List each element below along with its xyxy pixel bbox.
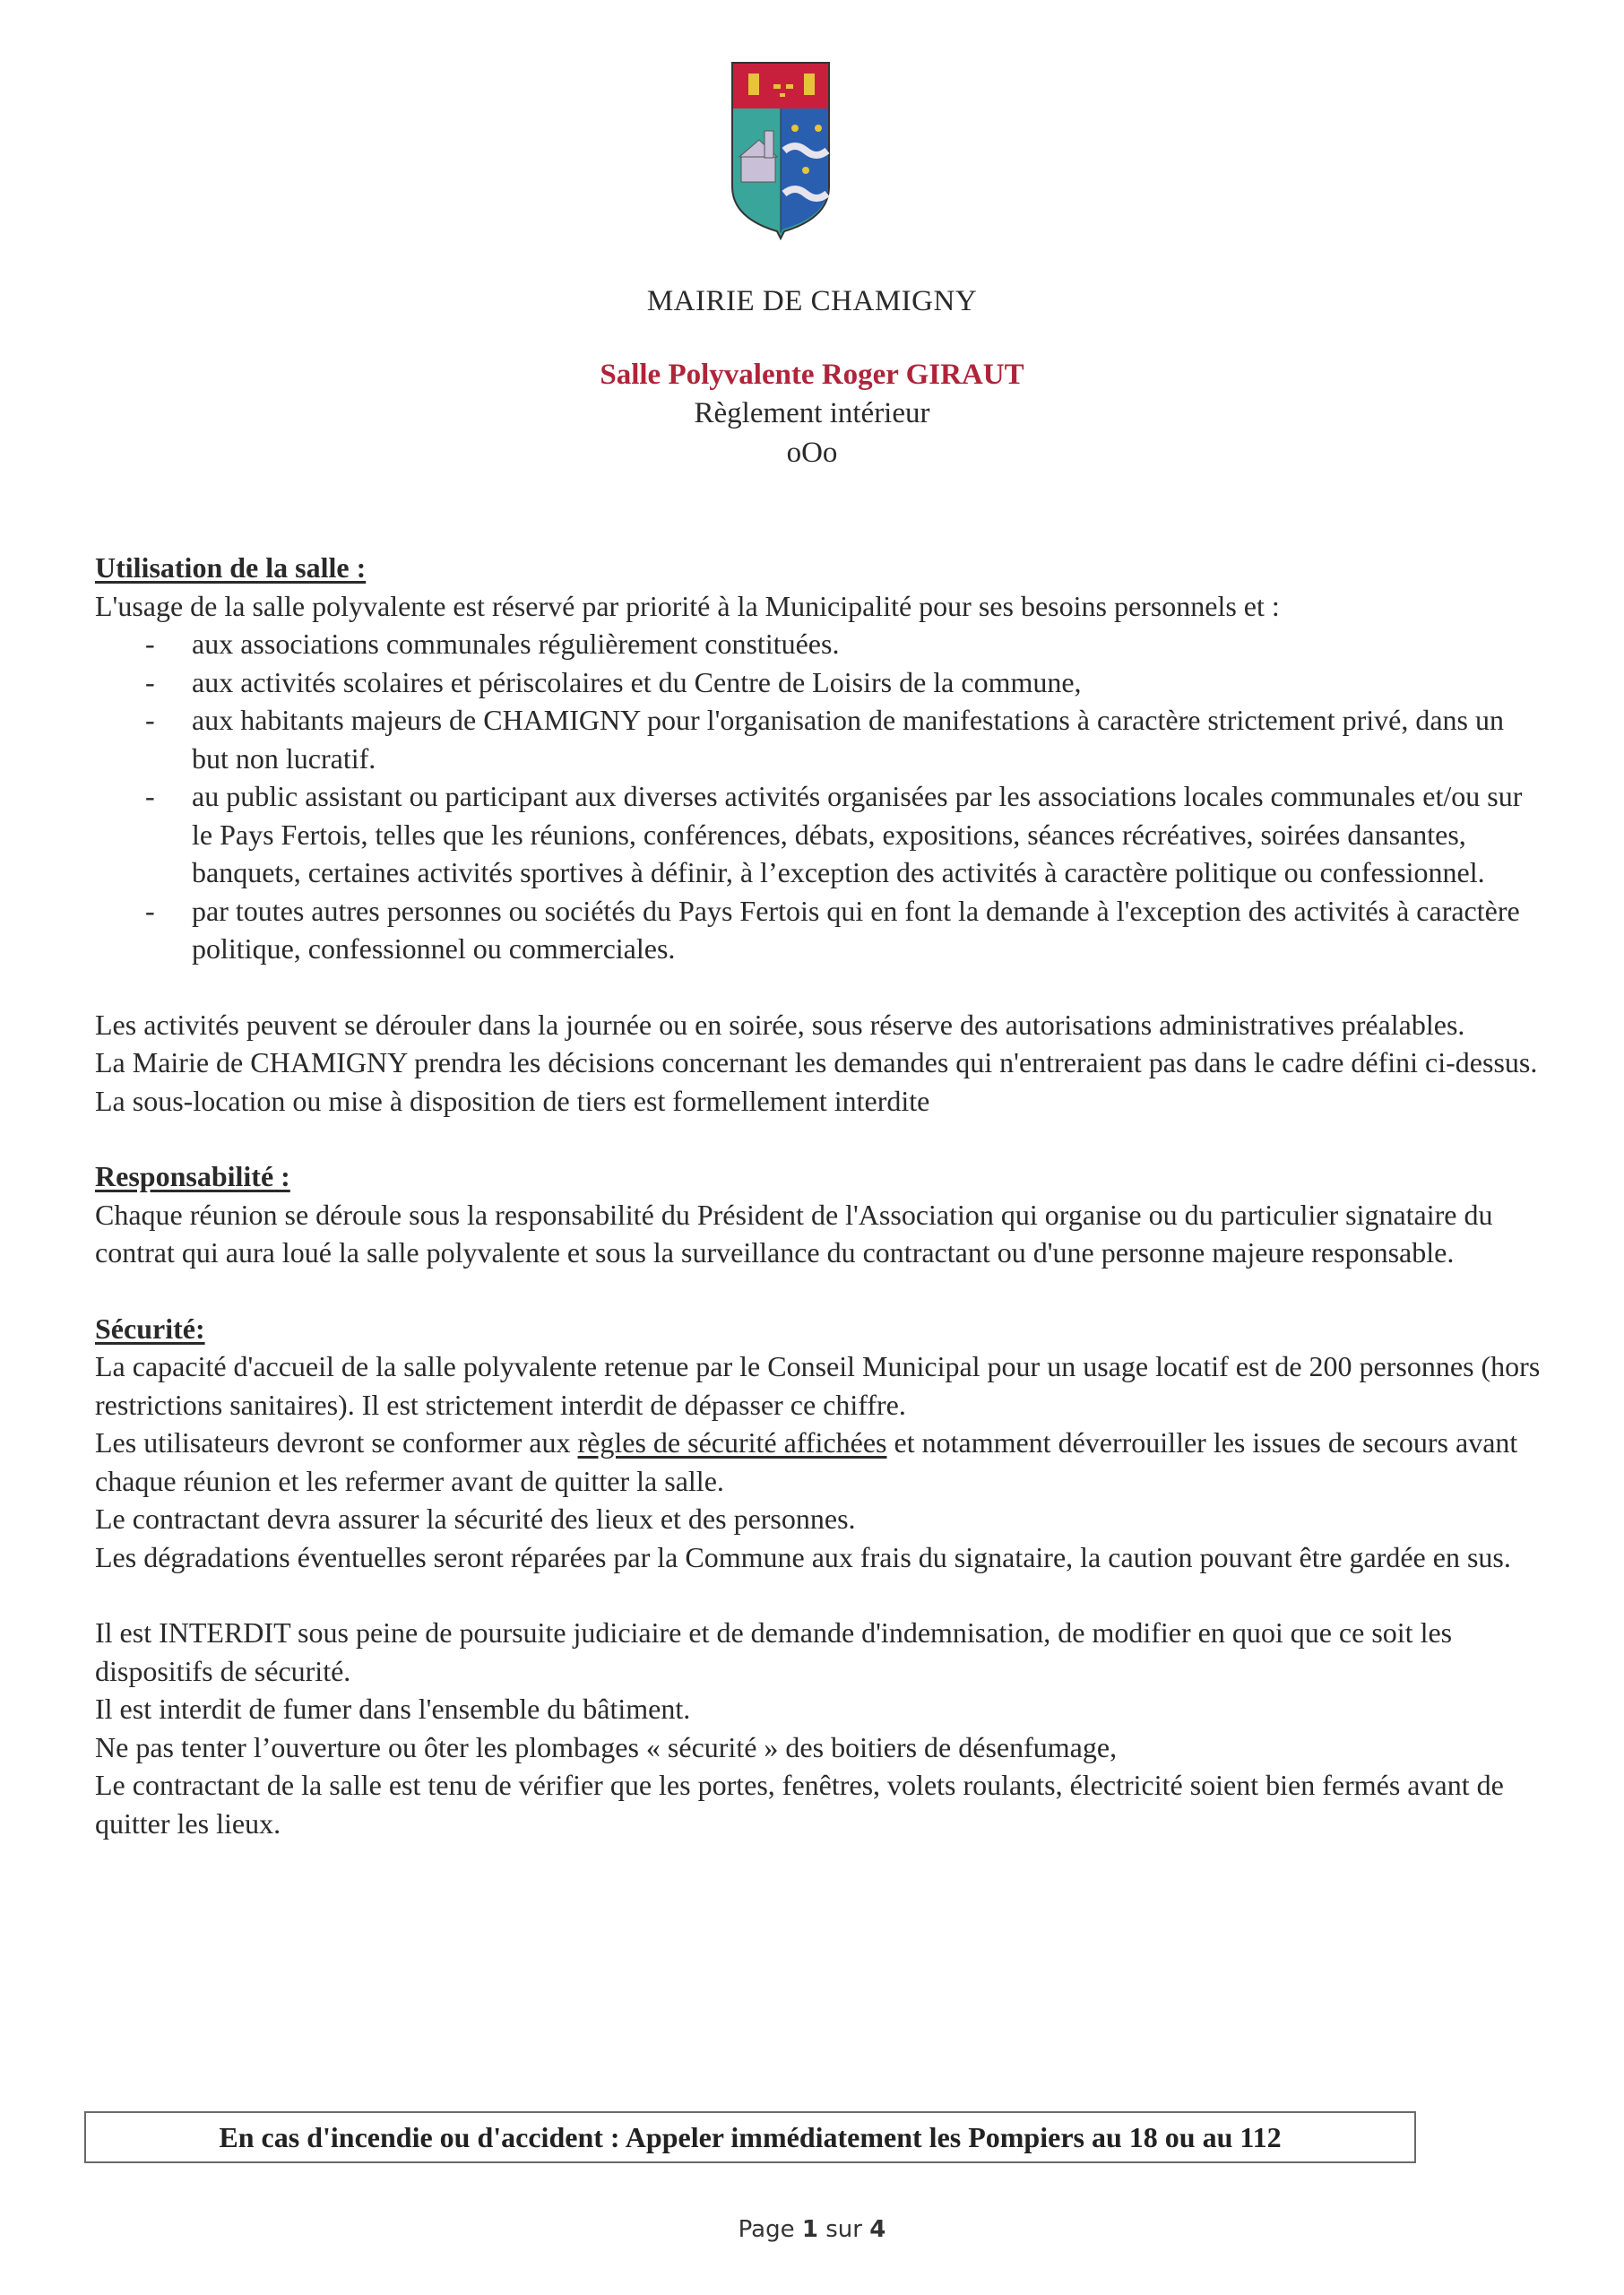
utilisation-intro: L'usage de la salle polyvalente est réservé par priorité à la Municipalité pour ses besoins personnels et : bbox=[95, 589, 1280, 622]
organization-name: MAIRIE DE CHAMIGNY bbox=[646, 285, 978, 317]
list-item: - aux habitants majeurs de CHAMIGNY pour l'organisation de manifestations à caractère strictement privé, dans un but non lucratif. bbox=[95, 701, 1547, 777]
current-page: 1 bbox=[801, 2216, 818, 2243]
section-heading-utilisation: Utilisation de la salle : bbox=[95, 551, 367, 584]
securite-paragraph: Les dégradations éventuelles seront réparées par la Commune aux frais du signataire, la caution pouvant être gardée en sus. bbox=[95, 1540, 1511, 1573]
securite-paragraph: Il est interdit de fumer dans l'ensemble du bâtiment. bbox=[95, 1693, 691, 1725]
utilisation-paragraph: Les activités peuvent se dérouler dans la journée ou en soirée, sous réserve des autorisations administratives préalables. bbox=[95, 1008, 1465, 1041]
securite-capacity: La capacité d'accueil de la salle polyvalente retenue par le Conseil Municipal pour un usage locatif est de 200 personnes (hors restrictions sanitaires). Il est strictement interdit de dépasser ce chiffre. bbox=[95, 1350, 1541, 1421]
municipal-coat-of-arms-icon bbox=[730, 61, 831, 240]
section-heading-responsabilite: Responsabilité : bbox=[95, 1160, 290, 1192]
securite-paragraph: Ne pas tenter l’ouverture ou ôter les plombages « sécurité » des boitiers de désenfumage, bbox=[95, 1730, 1118, 1763]
list-item: - aux activités scolaires et périscolaires et du Centre de Loisirs de la commune, bbox=[95, 663, 1547, 702]
page-number: Page 1 sur 4 bbox=[738, 2216, 886, 2243]
emergency-notice-text: En cas d'incendie ou d'accident : Appeler immédiatement les Pompiers au 18 ou au 112 bbox=[219, 2120, 1282, 2153]
list-item: - aux associations communales régulièrement constituées. bbox=[95, 625, 1547, 663]
responsabilite-text: Chaque réunion se déroule sous la responsabilité du Président de l'Association qui organise ou du particulier signataire du contrat qui aura loué la salle polyvalente et sous la surveillance du contractant ou d'une personne majeure responsable. bbox=[95, 1198, 1493, 1269]
utilisation-paragraph: La sous-location ou mise à disposition de tiers est formellement interdite bbox=[95, 1084, 930, 1117]
document-body bbox=[95, 549, 1547, 1842]
security-rules-reference: règles de sécurité affichées bbox=[577, 1426, 887, 1459]
venue-title: Salle Polyvalente Roger GIRAUT bbox=[600, 359, 1024, 391]
dash-bullet: - bbox=[145, 628, 155, 660]
document-title: Règlement intérieur bbox=[694, 397, 930, 429]
section-heading-securite: Sécurité: bbox=[95, 1312, 205, 1345]
utilisation-paragraph: La Mairie de CHAMIGNY prendra les décisions concernant les demandes qui n'entreraient pas dans le cadre défini ci-dessus. bbox=[95, 1046, 1538, 1078]
emergency-notice-box bbox=[84, 2111, 1416, 2163]
utilisation-list bbox=[95, 625, 1547, 968]
securite-rules: Les utilisateurs devront se conformer aux règles de sécurité affichées et notamment déverrouiller les issues de secours avant chaque réunion et les refermer avant de quitter la salle. bbox=[95, 1426, 1518, 1497]
dash-bullet: - bbox=[145, 704, 155, 736]
dash-bullet: - bbox=[145, 665, 155, 698]
securite-paragraph: Le contractant devra assurer la sécurité des lieux et des personnes. bbox=[95, 1503, 856, 1535]
securite-paragraph: Il est INTERDIT sous peine de poursuite judiciaire et de demande d'indemnisation, de modifier en quoi que ce soit les dispositifs de sécurité. bbox=[95, 1616, 1453, 1687]
dash-bullet: - bbox=[145, 780, 155, 812]
list-item: - au public assistant ou participant aux diverses activités organisées par les associations locales communales et/ou sur le Pays Fertois, telles que les réunions, conférences, débats, expositions, séances récréatives, soirées dansantes, banquets, certaines activités sportives à définir, à l’exception des activités à caractère politique ou confessionnel. bbox=[95, 777, 1547, 892]
title-ornament: oOo bbox=[786, 437, 838, 469]
securite-paragraph: Le contractant de la salle est tenu de vérifier que les portes, fenêtres, volets roulants, électricité soient bien fermés avant de quitter les lieux. bbox=[95, 1769, 1504, 1840]
list-item: - par toutes autres personnes ou sociétés du Pays Fertois qui en font la demande à l'exception des activités à caractère politique, confessionnel ou commerciales. bbox=[95, 892, 1547, 968]
total-pages: 4 bbox=[869, 2216, 886, 2243]
dash-bullet: - bbox=[145, 894, 155, 927]
